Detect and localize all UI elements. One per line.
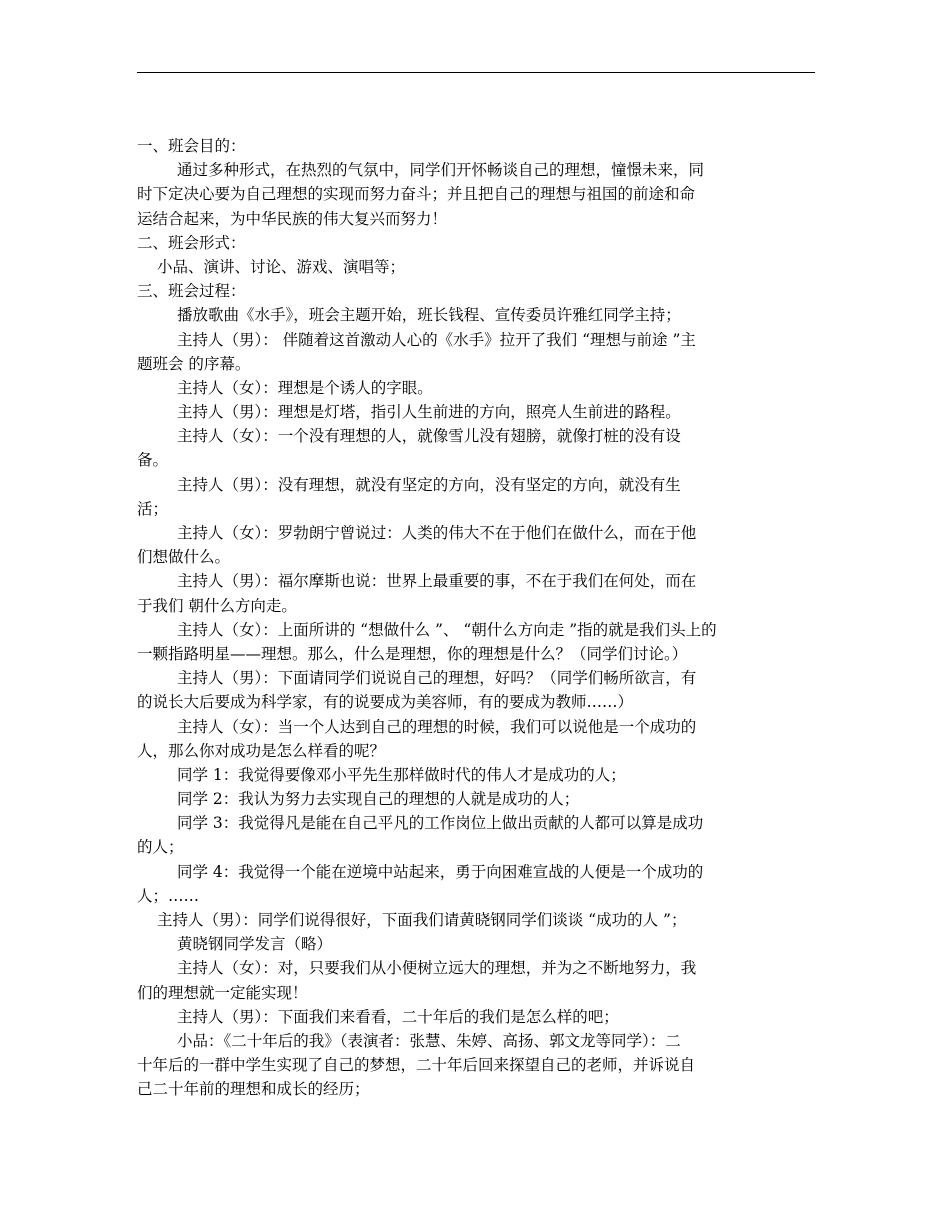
document-line: 主持人（女）：当一个人达到自己的理想的时候，我们可以说他是一个成功的: [177, 717, 697, 736]
document-line: 主持人（男）：福尔摩斯也说：世界上最重要的事，不在于我们在何处，而在: [177, 572, 697, 591]
document-line: 的说长大后要成为科学家，有的说要成为美容师，有的要成为教师……）: [137, 693, 634, 712]
document-line: 主持人（女）：一个没有理想的人，就像雪儿没有翅膀，就像打桩的没有设: [177, 427, 681, 446]
document-line: 主持人（男）：理想是灯塔，指引人生前进的方向，照亮人生前进的路程。: [177, 403, 681, 422]
document-line: 同学 2：我认为努力去实现自己的理想的人就是成功的人；: [177, 790, 580, 809]
document-line: 三、班会过程：: [137, 282, 246, 301]
document-body: [137, 134, 813, 1102]
document-line: 同学 3：我觉得凡是能在自己平凡的工作岗位上做出贡献的人都可以算是成功: [177, 814, 704, 833]
document-line: 运结合起来，为中华民族的伟大复兴而努力！: [137, 209, 448, 228]
document-line: 的人；: [137, 838, 184, 857]
document-line: 一颗指路明星——理想。那么，什么是理想，你的理想是什么？（同学们讨论。）: [137, 644, 688, 663]
document-line: 主持人（男）：下面请同学们说说自己的理想，好吗？（同学们畅所欲言，有: [177, 669, 697, 688]
document-line: 于我们 朝什么方向走。: [137, 596, 297, 615]
document-line: 小品、演讲、讨论、游戏、演唱等；: [157, 257, 406, 276]
document-line: 二、班会形式：: [137, 233, 246, 252]
document-line: 黄晓钢同学发言（略）: [177, 935, 333, 954]
document-line: 一、班会目的：: [137, 137, 246, 155]
document-line: 同学 4：我觉得一个能在逆境中站起来，勇于向困难宣战的人便是一个成功的: [177, 862, 704, 881]
document-line: 主持人（男）：同学们说得很好，下面我们请黄晓钢同学们谈谈 “成功的人 ”；: [157, 911, 687, 929]
document-line: 主持人（男）：下面我们来看看，二十年后的我们是怎么样的吧；: [177, 1007, 619, 1026]
header-rule: [137, 72, 815, 73]
document-line: 活；: [137, 499, 169, 518]
document-line: 们的理想就一定能实现！: [137, 983, 308, 1002]
document-line: 播放歌曲《水手》，班会主题开始，班长钱程、宣传委员许雅红同学主持；: [177, 306, 681, 325]
document-line: 题班会 的序幕。: [137, 354, 251, 373]
document-line: 备。: [137, 451, 169, 470]
document-line: 小品：《二十年后的我》（表演者：张慧、朱婷、高扬、郭文龙等同学）：二: [177, 1031, 681, 1050]
document-line: 主持人（女）：理想是个诱人的字眼。: [177, 378, 433, 397]
document-line: 人；……: [137, 886, 200, 905]
document-line: 们想做什么。: [137, 548, 231, 567]
document-line: 主持人（女）：上面所讲的 “想做什么 ”、 “朝什么方向走 ”指的就是我们头上的: [177, 620, 717, 639]
document-line: 同学 1：我觉得要像邓小平先生那样做时代的伟人才是成功的人；: [177, 765, 626, 784]
document-line: 主持人（男）：没有理想，就没有坚定的方向，没有坚定的方向，就没有生: [177, 475, 681, 494]
document-line: 人，那么你对成功是怎么样看的呢？: [137, 741, 386, 760]
document-line: 主持人（男）： 伴随着这首激动人心的《水手》拉开了我们 “理想与前途 ”主: [177, 330, 696, 349]
document-line: 主持人（女）：对，只要我们从小便树立远大的理想，并为之不断地努力，我: [177, 959, 697, 978]
document-line: 十年后的一群中学生实现了自己的梦想，二十年后回来探望自己的老师，并诉说自: [137, 1056, 696, 1075]
document-line: 时下定决心要为自己理想的实现而努力奋斗；并且把自己的理想与祖国的前途和命: [137, 185, 696, 204]
document-line: 己二十年前的理想和成长的经历；: [137, 1080, 370, 1099]
document-line: 通过多种形式，在热烈的气氛中，同学们开怀畅谈自己的理想，憧憬未来，同: [177, 161, 705, 180]
document-line: 主持人（女）：罗勃朗宁曾说过：人类的伟大不在于他们在做什么，而在于他: [177, 524, 697, 542]
